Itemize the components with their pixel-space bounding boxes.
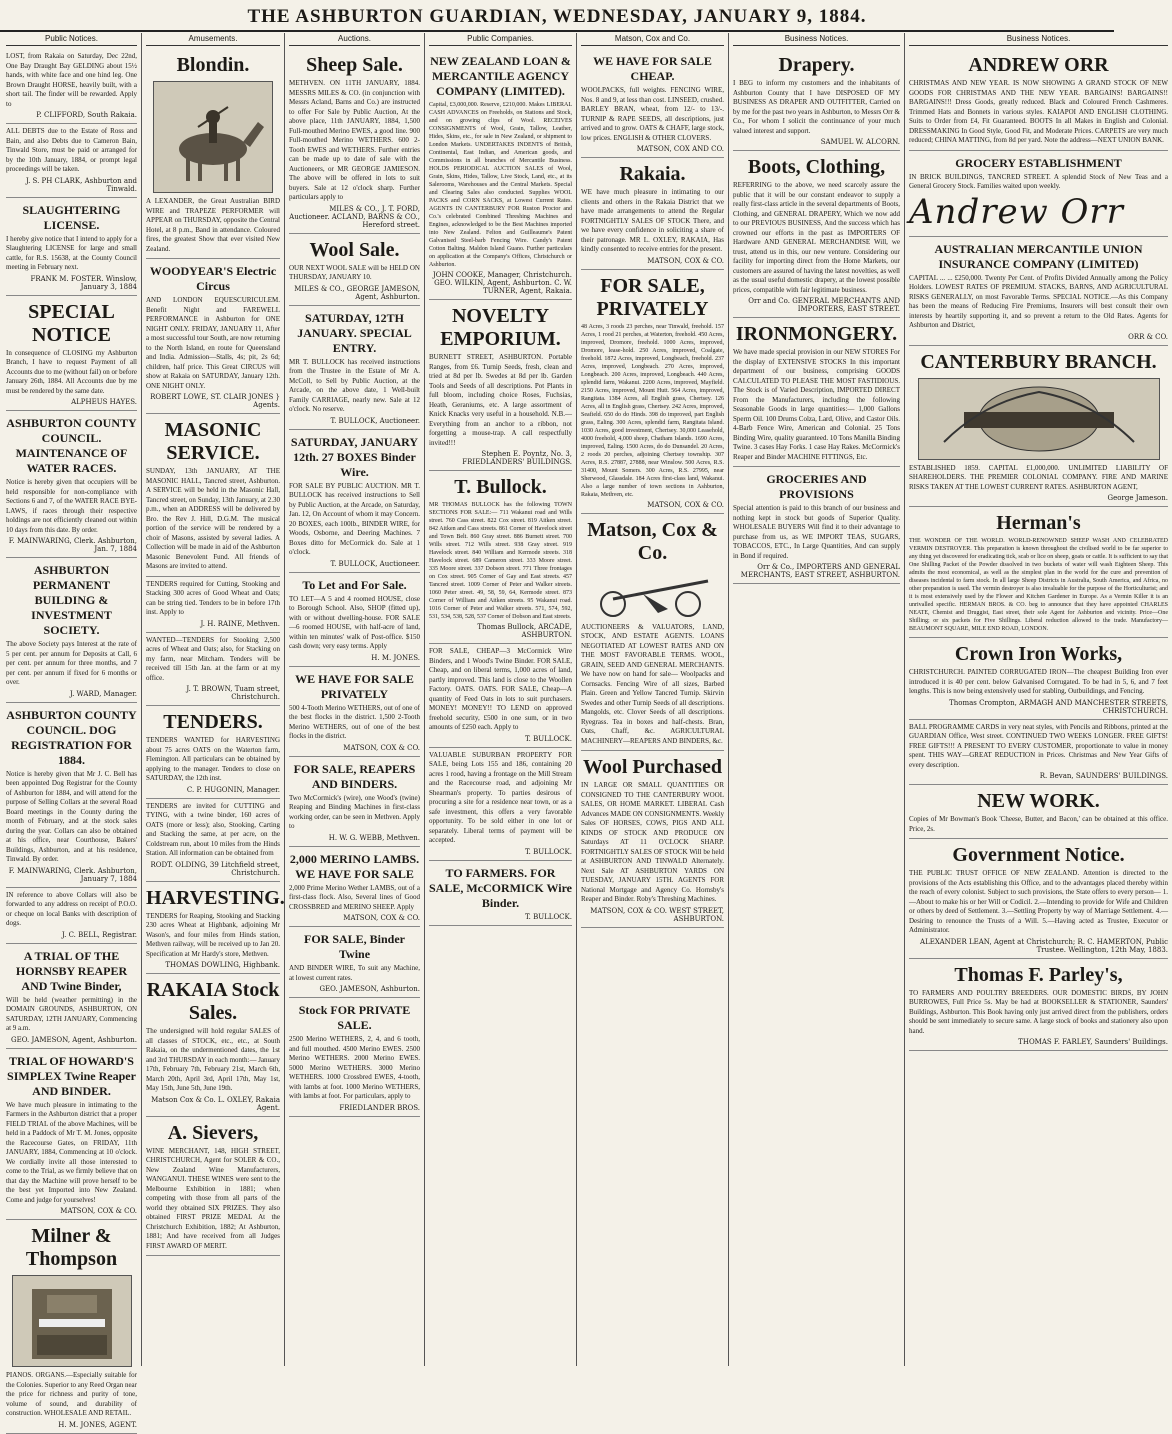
ad-signature: ALPHEUS HAYES. [71, 398, 137, 406]
ad-body: BURNETT STREET, ASHBURTON. Portable Ranges, from £6. Turnip Seeds, fresh, clean and tried at 8d per lb. Swedes at 8d per lb. Garden Tools and Seeds of all descriptions. Pot Plants in full bloom, including choice Roses, Fuchsias, Heath, Geraniums, etc. A large assortment of Knick Knacks very useful in a household. N.B.—Everything from an anchor to a ribbon, not forgetting a mouse-trap. A call respectfully invited!!! [429, 353, 572, 447]
advertisement [289, 49, 420, 234]
signature: Andrew Orr [909, 191, 1124, 232]
advertisement [146, 706, 280, 799]
ad-body: 48 Acres, 3 roods 23 perches, near Tinwald, freehold. 157 Acres, 1 rood 21 perches, at Waterton, freehold. 450 Acres, improved, Dromore, freehold. 1000 Acres, improved, Dromore, lease-hold. 250 Acres, improved, Coalgate, freehold. 1872 Acres, improved, Longbeach, freehold. 237 Acres, improved, Longbeach. 270 Acres, improved, Longbeach. 200 Acres, improved, Longbeach. 440 Acres, splendid farm, Wakanui. 2200 Acres, improved, Mayfield. 2150 Acres, improved, Mount Hutt. 564 Acres, improved, Rangitata. 1384 Acres, all English grass, Chertsey. 126 Acres, all in English grass, Chertsey. 242 Acres, improved, Seafield. 650 do do Hinds. 398 do improved, part English grass, Ealing. 300 Acres, splendid farm, Rangitata Island. 1030 Acres, good investment, Chertsey. 30,000 Leasehold, 4000 freehold, 4,000 sheep, Chatham Islands. 1690 Acres, improved, Ealing. 1500 Acres, do do Dunsandel. 20 Acres, 2 roods 20 perches, adjoining Chertsey township. 307 Acres, R.S. 27887, 27888, near Winslow. 500 Acres, R.S. 31400, Mount Somers. 300 Acres, R.S. 27995, near Sherwood, Glassdale. 184 Acres first-class land, Wakanui. Also a large number of town sections in Ashburton, Rakaia, Methven, etc. [581, 323, 724, 498]
ad-title: SATURDAY, 12TH JANUARY. SPECIAL ENTRY. [297, 310, 412, 355]
ad-body: CHRISTMAS AND NEW YEAR. IS NOW SHOWING A GRAND STOCK OF NEW GOODS FOR CHRISTMAS AND THE NEW YEAR. BARGAINS! BARGAINS!! BARGAINS!!! Dress Goods, greatly reduced. Black and Coloured French Cashmeres. Trimmed Hats and Bonnets in various styles. KAIAPOI AND ENGLISH CLOTHING. Suits to Order from £4, Fit Guaranteed. BOOTS In all Makes in English and Colonial. DRESSMAKING In Good Style, Good Fit, and Moderate Prices. CARPETS are very much reduced; CHINA MATTING, from 8d per yard. Note the address—NEXT UNION BANK. [909, 79, 1168, 144]
ad-body: 2500 Merino WETHERS, 2, 4, and 6 tooth, and full mouthed. 4500 Merino EWES. 2500 Merino WETHERS. 2000 Merino EWES. 5000 Merino WETHERS. 3000 Merino WETHERS. 1000 Crossbred EWES, 4-tooth, with lambs at foot. 1000 Merino WETHERS, with lambs at foot. For particulars, apply to [289, 1035, 420, 1100]
ad-signature: MILES & CO., J. T. FORD, Auctioneer. ACLAND, BARNS & CO., Hereford street. [289, 204, 420, 229]
advertisement [146, 974, 280, 1117]
ad-body: Notice is hereby given that Mr J. C. Bell has been appointed Dog Registrar for the County of Ashburton for 1884, and will attend for the purpose of Selling Collars at the several Road Board meetings in the County during the month of February, and at the stock sales during the year. Collars can also be obtained at his office, near Courthouse, Bakers' Buildings, Ashburton, and at his residence, Tinwald. By order. [6, 769, 137, 863]
ad-title: Wool Sale. [309, 238, 400, 261]
advertisement [429, 49, 572, 300]
ad-title: FOR SALE, PRIVATELY [596, 274, 709, 320]
newspaper-column [142, 33, 285, 1366]
ad-signature: F. MAINWARING, Clerk. Ashburton, January 7, 1884 [8, 866, 137, 883]
ad-signature: T. BULLOCK. [525, 847, 572, 856]
advertisement [289, 927, 420, 998]
ad-body: TO LET—A 5 and 4 roomed HOUSE, close to Borough School. Also, SHOP (fitted up), with or without dwelling-house. FOR SALE—6 roomed HOUSE, with half-acre of land, within ten minutes' walk of Post-office. $150 cash down; very easy terms. Apply [289, 594, 420, 650]
ad-body: WANTED—TENDERS for Stooking 2,500 acres of Wheat and Oats; also, for Stacking on my farm, near Mitcham. Tenders will be received till 15th Jan. at the farm or at my office. [146, 635, 280, 682]
ad-title: ASHBURTON PERMANENT BUILDING & INVESTMENT SOCIETY. [31, 563, 112, 637]
ad-signature: Thomas Crompton, ARMAGH AND MANCHESTER STREETS, CHRISTCHURCH. [949, 698, 1168, 715]
ad-signature: Orr and Co. GENERAL MERCHANTS AND IMPORTERS, EAST STREET. [748, 297, 900, 313]
ad-body: ESTABLISHED 1859. CAPITAL £1,000,000. UNLIMITED LIABILITY OF SHAREHOLDERS. THE PREMIER COLONIAL COMPANY. FIRE AND MARINE RISKS TAKEN AT THE LOWEST CURRENT RATES. ASHBURTON AGENT, [909, 463, 1168, 491]
ad-signature: MATSON, COX & CO. WEST STREET, ASHBURTON. [590, 906, 724, 923]
ad-signature: MATSON, COX & CO. [60, 1207, 137, 1215]
ad-signature: ROBERT LOWE, ST. CLAIR JONES } Agents. [150, 393, 280, 409]
advertisement [146, 259, 280, 414]
newspaper-column [577, 33, 729, 1366]
ad-title: TRIAL OF HOWARD'S SIMPLEX Twine Reaper AND BINDER. [7, 1053, 136, 1098]
ad-title: Thomas F. Parley's, [954, 963, 1123, 986]
advertisement [429, 861, 572, 926]
ad-body: Will be held (weather permitting) in the DOMAIN GROUNDS, ASHBURTON, ON SATURDAY, 12TH JANUARY, Commencing at 9 a.m. [6, 995, 137, 1032]
advertisement [6, 198, 137, 296]
ad-signature: GEO. JAMESON, Agent, Ashburton. [11, 1035, 137, 1044]
insurance-emblem-illustration [918, 378, 1160, 460]
ad-body: I hereby give notice that I intend to apply for a Slaughtering LICENSE for large and small cattle, for R.S. 15638, at the County Council meeting in February next. [6, 234, 137, 271]
ad-title: WE HAVE FOR SALE CHEAP. [593, 54, 712, 83]
ad-signature: MILES & CO., GEORGE JAMESON, Agent, Ashburton. [294, 284, 420, 301]
ad-body: Special attention is paid to this branch of our business and nothing kept in stock but goods of Superior Quality. WHOLESALE BUYERS Will find it to their advantage to purchase from us, as WE IMPORT TEAS, SUGARS, TOBACCOS, ETC., In Large Quantities, And can supply in Bond if required. [733, 504, 900, 560]
ad-title: SPECIAL NOTICE [28, 300, 115, 346]
advertisement [289, 757, 420, 847]
ad-title: WE HAVE FOR SALE PRIVATELY [295, 671, 414, 701]
newspaper-column [285, 33, 425, 1366]
ad-body: TENDERS are invited for CUTTING and TYING, with a twine binder, 160 acres of OATS (more or less); also, Stooking, Carting and Stacking the same, at per acre, on the Coldstream run, about 10 miles from the Hinds Station. All information can be obtained from [146, 801, 280, 857]
ad-title: Blondin. [176, 54, 250, 76]
ad-signature: JOHN COOKE, Manager, Christchurch. GEO. WILKIN, Agent, Ashburton. C. W. TURNER, Agent, Rakaia. [432, 271, 572, 295]
ad-title: Wool Purchased [582, 756, 723, 778]
advertisement [909, 49, 1168, 151]
column-heading: Matson, Cox and Co. [581, 33, 724, 46]
ad-body: The above Society pays Interest at the rate of 5 per cent. per annum for Deposits at Call, 6 per cent. per annum for three months, and 7 per cent. per annum if fixed for 6 months or over. [6, 640, 137, 686]
ad-body: LOST, from Rakaia on Saturday, Dec 22nd, One Bay Draught Bay GELDING about 15½ hands, with white face and one hind leg. One Brown Draught HORSE, heavily built, with a short tail. The finder will be rewarded. Apply to [6, 52, 137, 108]
organ-illustration [12, 1275, 132, 1367]
ad-body: VALUABLE SUBURBAN PROPERTY FOR SALE, being Lots 155 and 186, containing 20 acres 1 rood, having a frontage on the Mill Stream and the Racecourse road, and adjoining Mr Shearman's property. To parties desirous of procuring a site for a residence near town, or as a safe investment, this offers a very favorable opportunity. To be sold either in one lot or separately. Liberal terms of payment will be accepted. [429, 750, 572, 844]
advertisement [146, 49, 280, 259]
ad-body: AND LONDON EQUESCURICULEM. Benefit Night and FAREWELL PERFORMANCE in Ashburton for ONE NIGHT ONLY. FRIDAY, JANUARY 11, After a most successful tour South, are now returning to the North Island, en route for Queensland and India. Admission—Stalls, 4s; pit, 2s 6d; children, half price. This Great CIRCUS will show at Rakaia on SATURDAY, January 12th. ONE NIGHT ONLY. [146, 296, 280, 390]
advertisement [6, 124, 137, 198]
column-heading: Business Notices. [909, 33, 1168, 46]
advertisement [909, 346, 1168, 508]
ad-signature: J. S. PH CLARK, Ashburton and Tinwald. [25, 176, 137, 193]
advertisement [146, 633, 280, 707]
ad-signature: ORR & CO. [1128, 332, 1168, 341]
ad-body: Notice is hereby given that occupiers will be held responsible for non-compliance with Sections 6 and 7, of the WATER RACE BYE-LAWS, if races through their respective holdings are not efficiently cleaned out within 10 days from this date. By order. [6, 478, 137, 534]
advertisement [733, 318, 900, 467]
advertisement [581, 270, 724, 514]
ad-title: MASONIC SERVICE. [164, 419, 262, 464]
ad-body: AND BINDER WIRE, To suit any Machine, at lowest current rates. [289, 964, 420, 982]
ad-body: SUNDAY, 13th JANUARY, AT THE MASONIC HALL, Tancred street, Ashburton. A SERVICE will be held in the Masonic Hall, Tancred street, on Sunday, 13th January, at 2.30 p.m., when an ADDRESS will be delivered by Bro. the Rev J. Hill, D.G.M. The musical portion of the service will be rendered by a choir of Masons, assisted by several ladies. A Collection will be made in aid of the Ashburton Masonic Benevolent Fund. All friends of Masons are invited to attend. [146, 467, 280, 570]
advertisement [429, 748, 572, 861]
ad-title: TO FARMERS. FOR SALE, McCORMICK Wire Binder. [429, 865, 572, 910]
column-heading: Auctions. [289, 33, 420, 46]
advertisement [6, 296, 137, 412]
ad-title: ASHBURTON COUNTY COUNCIL. DOG REGISTRATION FOR 1884. [6, 707, 137, 767]
newspaper-column [2, 33, 142, 1429]
advertisement [6, 888, 137, 944]
advertisement [909, 839, 1168, 959]
ad-signature: J. C. BELL, Registrar. [61, 930, 137, 939]
column-heading: Public Notices. [6, 33, 137, 46]
ad-body: THE WONDER OF THE WORLD. WORLD-RENOWNED SHEEP WASH AND CELEBRATED VERMIN DESTROYER. This preparation is known throughout the civilised world to be far superior to any thing yet discovered for eradicating tick, scab or lice on sheep, goats or cattle. It is sufficient to say that One Shilling Packet of the Powder dissolved in two buckets of water will wash Eighteen Sheep. This admits the most economical, as well as the simplest plan in the world for the cure and prevention of diseases incidental to farm stock. In all large Sheep Districts in Australia, South America, and Africa, no other preparation is used. The vermin destroyer is also invaluable for the purpose of the Horticulturist; and it is most extensively used by the Flower and Kitchen Gardener in Europe. As a Vermin Killer it is an unrivalled specific. HERMAN BROS. & CO. beg to announce that they have appointed CHARLES NEATE, Chemist and Druggist, East street, their sole Agent for Ashburton and vicinity. Price—One Shilling; or six packets for Five Shillings. Liberal reduction allowed to the trade. Manufactory—BEAUMONT SQUARE, MILE END ROAD, LONDON. [909, 538, 1168, 632]
advertisement [6, 49, 137, 124]
ad-signature: J. T. BROWN, Tuam street, Christchurch. [186, 685, 280, 701]
ad-body: TO FARMERS AND POULTRY BREEDERS. OUR DOMESTIC BIRDS, BY JOHN BURROWES, Full Price 5s. May be had at BOOKSELLER & STATIONER, Saunders' Buildings, Ashburton. This Book having only just arrived direct from the publishers, orders should be sent immediately to secure same. A large stock of books and stationery also upon hand. [909, 988, 1168, 1035]
ad-title: Drapery. [778, 54, 855, 76]
ad-title: A TRIAL OF THE HORNSBY REAPER AND Twine Binder, [15, 948, 128, 993]
ad-body: Capital, £3,000,000. Reserve, £210,000. Makes LIBERAL CASH ADVANCES on Freeholds, on Stations and Stock, and on growing clips of Wool. RECEIVES CONSIGNMENTS of Wool, Grain, Tallow, Leather, Hides, Skins, etc., for sale in New Zealand, or shipment to London Markets. UNDERTAKES INDENTS of British, Continental, East Indian, and American goods, and Commissions in all branches of Mercantile Business. HOLDS PERIODICAL AUCTION SALES of Wool, Grain, Skins, Hides, Tallow, Live Stock, Land, etc., at its Salerooms, Warehouses and the Central Markets. Special and Clearing Sales also conducted. Supplies WOOL PACKS and CORN SACKS, at Lowest Current Rates. AGENTS IN CANTERBURY FOR Ruston Proctor and Co.'s celebrated Combined Threshing Machines and Engines, acknowledged to be the Best Machines imported into New Zealand. Felton and Guilleaume's Patent Galvanised Steel-barb Fencing Wire. Candy's Patent Cotton Balting. Maldon Island Guano. Further particulars on application at the Company's Offices, Christchurch or Ashburton. [429, 102, 572, 268]
ad-title: FOR SALE, Binder Twine [303, 932, 405, 961]
ad-signature: P. CLIFFORD, South Rakaia. [36, 111, 137, 119]
ad-body: FOR SALE, CHEAP—3 McCormick Wire Binders, and 1 Wood's Twine Binder. FOR SALE, Cheap, and on liberal terms, 1,000 acres of land, partly improved. This land is close to the Woollen Factory. OATS. OATS. FOR SALE, Cheap—A quantity of Feed Oats in lots to suit purchasers. MONEY! MONEY!! TO LEND on approved freehold security, £500 in one sum, or in two amounts of £250 each. Apply to [429, 647, 572, 731]
ad-title: Crown Iron Works, [954, 643, 1123, 665]
masthead-title: THE ASHBURTON GUARDIAN, WEDNESDAY, JANUARY 9, 1884. [247, 6, 867, 27]
advertisement [581, 49, 724, 158]
advertisement [909, 785, 1168, 839]
ad-title: WOODYEAR'S Electric Circus [149, 264, 277, 293]
advertisement [581, 751, 724, 928]
advertisement [289, 998, 420, 1117]
ad-body: IN BRICK BUILDINGS, TANCRED STREET. A splendid Stock of New Teas and a General Grocery Stock. Families waited upon weekly. [909, 172, 1168, 190]
ad-title: A. Sievers, [167, 1121, 259, 1144]
advertisement [289, 234, 420, 306]
ad-body: WINE MERCHANT, 148, HIGH STREET, CHRISTCHURCH, Agent for SOLER & CO., New Zealand Wine Manufacturers, WANGANUI. THESE WINES were sent to the Melbourne Exhibition in 1881; when competing with those from all parts of the world they obtained SIX PRIZES. They also obtained FIRST PRIZE MEDAL At the Christchurch Exhibition, 1882; At Ashburton, 1881; And have received from all Judges FIRST AWARD OF MERIT. [146, 1146, 280, 1250]
ad-body: A LEXANDER, the Great Australian BIRD WIRE and TRAPEZE PERFORMER will APPEAR on THURSDAY, opposite the Central Hotel, at 8 p.m., Band in attendance. Coloured fires, the greatest Show that ever visited New Zealand. [146, 197, 280, 253]
ad-title: SATURDAY, JANUARY 12th. 27 BOXES Binder Wire. [290, 434, 419, 479]
ad-title: NEW ZEALAND LOAN & MERCANTILE AGENCY COMPANY (LIMITED). [430, 54, 571, 98]
ad-body: The undersigned will hold regular SALES of all classes of STOCK, etc., etc., at South Rakaia, on the undermentioned dates, the 1st and 3rd THURSDAY in each month:— January 17th, February 7th, February 21st, March 6th, March 20th, April 3rd, April 17th, May 1st, May 15th, June 5th, June 19th. [146, 1027, 280, 1092]
ad-body: Two McCormick's (wire), one Wood's (twine) Reaping and Binding Machines in first-class working order, can be seen in Methven. Apply to [289, 793, 420, 830]
ad-signature: RODT. OLDING, 39 Litchfield street, Christchurch. [150, 860, 280, 877]
ad-body: AUCTIONEERS & VALUATORS, LAND, STOCK, AND ESTATE AGENTS. LOANS NEGOTIATED AT LOWEST RATES AND ON THE MOST FAVORABLE TERMS. WOOL, GRAIN, SEED AND GENERAL MERCHANTS. We have now on hand for sale— Woolpacks and Cornsacks. Fencing Wire of all sizes, Barbed Plain. Green and Yellow Tancred Turnip. Skirvin Swedes and other Turnip Seeds of all descriptions. Mangolds, etc. Clover Seeds of all descriptions. Ryegrass. Tea in boxes and half-chests. Bran, Oats, Chaff, &c. AGRICULTURAL MACHINERY—REAPERS AND BINDERS, &c. [581, 622, 724, 745]
advertisement [146, 414, 280, 577]
plough-illustration [588, 569, 718, 619]
ad-title: ASHBURTON COUNTY COUNCIL. MAINTENANCE OF WATER RACES. [6, 416, 137, 475]
ad-signature: R. Bevan, SAUNDERS' BUILDINGS. [1039, 772, 1168, 780]
advertisement [581, 158, 724, 270]
ad-signature: SAMUEL W. ALCORN. [820, 138, 900, 146]
advertisement [909, 151, 1168, 237]
advertisement [146, 1117, 280, 1257]
ad-signature: Thomas Bullock, ARCADE, ASHBURTON. [477, 623, 572, 639]
advertisement [289, 847, 420, 928]
ad-body: MR T. BULLOCK has received instructions from the Trustee in the Estate of Mr A. McColl, to Sell by Public Auction, at the Arcade, on the above date, 1 Well-built Family CARRIAGE, nearly new. Sale at 12 o'clock. No reserve. [289, 357, 420, 413]
ad-body: ALL DEBTS due to the Estate of Ross and Bain, and also Debts due to Cameron Bain, Tinwald Store, must be paid or arranged for by the 10th January, 1884, or prompt legal proceedings will be taken. [6, 127, 137, 173]
ad-body: FOR SALE BY PUBLIC AUCTION. MR T. BULLOCK has received instructions to Sell by Public Auction, at the Arcade, on Saturday, Jan. 12, On Account of whom it may Concern. 20 BOXES, each 100lb., BINDER WIRE, for Woods, Osborne, and Deering Machines. 7 Boxes ditto for McCormick do. Sale at 1 o'clock. [289, 481, 420, 556]
ad-signature: T. BULLOCK. [525, 912, 572, 921]
ad-signature: H. M. JONES. [371, 653, 420, 662]
advertisement [6, 1049, 137, 1221]
ad-body: WE have much pleasure in intimating to our clients and others in the Rakaia District that we have made arrangements to attend the Regular FORTNIGHTLY SALES OF STOCK There, and we have every confidence in soliciting a share of their patronage. MR L. OXLEY, RAKAIA, Has kindly consented to receive entries for the present. [581, 188, 724, 253]
newspaper-column [905, 33, 1172, 1366]
advertisement [289, 667, 420, 757]
advertisement [429, 471, 572, 644]
ad-body: We have made special provision in our NEW STORES For the display of EXTENSIVE STOCKS In this important department of our business, comprising GOODS CALCULATED TO PLEASE THE MOST FASTIDIOUS. The Stock is of Varied Description, IMPORTED DIRECT From the Manufacturers, including the following Seasonable Goods in large quantities:— 1,000 Gallons Sperm Oil. 100 Drums Colza, Lard, Olive, and Castor Oils. 4-Barb Fence Wire, American and Colonial. 25 Tons Binding Wire, quality guaranteed. 10 Tons Manilla Binding Twine. 3 cases Hay Forks. 1 case Hay Rakes. McCormick's Reaper and Binder MACHINE FITTINGS, Etc. [733, 348, 900, 461]
ad-signature: MATSON, COX & CO. [343, 743, 420, 752]
ad-signature: FRIEDLANDER BROS. [339, 1103, 420, 1112]
ad-title: RAKAIA Stock Sales. [146, 979, 280, 1024]
advertisement [146, 577, 280, 633]
ad-title: NOVELTY EMPORIUM. [440, 305, 561, 350]
advertisement [289, 430, 420, 573]
advertisement [6, 703, 137, 888]
column-heading: Public Companies. [429, 33, 572, 46]
ad-title: To Let and For Sale. [302, 577, 407, 592]
ad-title: HARVESTING. [146, 886, 285, 909]
ad-body: REFERRING to the above, we need scarcely assure the public that it will be our constant endeavor to supply a really first-class article in the several departments of Boots, Clothing, and GENERAL DRAPERY, Which we now add to our PREVIOUS BUSINESS, And the success which has crowned our efforts in the past as IMPORTERS OF Hardware AND GENERAL MERCHANDISE Will, we trust, attend us in this, our new venture. Considering our facility for importing direct from the Home Markets, our customers are assured of having the latest novelties, as well as the usual useful domestic drapery, at the lowest possible prices, compatible with fair legitimate business. [733, 181, 900, 294]
ad-title: SLAUGHTERING LICENSE. [22, 202, 121, 232]
ad-body: 2,000 Prime Merino Wether LAMBS, out of a first-class flock. Also, Several lines of Good CROSSBRED and MERINO SHEEP. Apply [289, 883, 420, 911]
ad-body: MR THOMAS BULLOCK has the following TOWN SECTIONS FOR SALE:— 711 Wakanui road and Wills street. 760 Cass street. 822 Cox street. 819 Aitken street. 842 Aitken and Cass streets. 861 Corner of Havelock street and Town Belt. 860 Gray street. 886 Burnett street. 700 Wills street. 712 Wills street. 938 Gray street. 919 Havelock street. 840 William and Kermode streets. 318 Havelock street. 689 Cameron street. 333 Moore street. 335 Moore street. 337 Dobson street. 771 Three frontages on Cox street. 905 Corner of Gay and East streets. 457 Tancred street. 1009 Corner of Peter and Walker streets. 1060 Peter street. 49, 58, 59, 64, Kermode street. 873 Corner of William and Aitken streets. 95 Wakanui road. 1016 Corner of Peter and Walker streets. 571, 574, 592, 531, 534, 538, 528, 537 Corner of Dobson and East streets. [429, 502, 572, 620]
ad-title: NEW WORK. [977, 790, 1100, 812]
ad-body: TENDERS required for Cutting, Stooking and Stacking 300 acres of Good Wheat and Oats; can be string tied. Tenders to be in before 17th inst. Apply to [146, 579, 280, 616]
ad-title: Herman's [996, 512, 1081, 534]
ad-body: Copies of Mr Bowman's Book 'Cheese, Butter, and Bacon,' can be obtained at this office. Price, 2s. [909, 815, 1168, 833]
columns-container [2, 33, 1168, 1429]
ad-signature: Orr & Co., IMPORTERS AND GENERAL MERCHANTS, EAST STREET, ASHBURTON. [740, 563, 900, 579]
ad-body: THE PUBLIC TRUST OFFICE OF NEW ZEALAND. Attention is directed to the provisions of the Acts establishing this Office, and to the advantages placed thereby within the reach of every colonist. Subject to such provisions, the State offers to every person— 1.—About to make his or her Will or Codicil. 2.—Intending to provide for Wife and Children or others by deed of Settlement. 3.—Settling Property by way of Marriage Settlement. 4.—Desiring to renounce the Trusts of a Will. 5.—Having acted as Trustee, Executor or Administrator. [909, 869, 1168, 934]
ad-signature: THOMAS DOWLING, Highbank. [165, 961, 280, 969]
ad-title: 2,000 MERINO LAMBS. WE HAVE FOR SALE [289, 851, 420, 881]
advertisement [909, 959, 1168, 1052]
ad-body: BALL PROGRAMME CARDS in very neat styles, with Pencils and Ribbons, printed at the GUARDIAN Office, West street. CONTINUED TWO WEEKS LONGER. FREE GIFTS! FREE GIFTS!!! A PRESENT TO EVERY CUSTOMER, proportionate to value in money spent. THIS WAY—GREAT REDUCTION in Prices. Christmas and New Year Gifts of every description. [909, 722, 1168, 769]
column-heading: Amusements. [146, 33, 280, 46]
ad-title: Government Notice. [952, 844, 1125, 866]
ad-body: WOOLPACKS, full weights. FENCING WIRE, Nos. 8 and 9, at less than cost. LINSEED, crushed. BARLEY BRAN, wheat, from 12/- to 13/-. TURNIP & RAPE SEEDS, all descriptions, just arrived and to grow. OATS & CHAFF, large stock, low prices. ENGLISH & OTHER CLOVERS. [581, 86, 724, 142]
ad-signature: GEO. JAMESON, Ashburton. [319, 985, 420, 993]
advertisement [909, 507, 1168, 638]
advertisement [6, 411, 137, 558]
ad-signature: THOMAS F. FARLEY, Saunders' Buildings. [1018, 1038, 1168, 1046]
ad-signature: H. M. JONES, AGENT. [58, 1420, 137, 1429]
ad-title: AUSTRALIAN MERCANTILE UNION INSURANCE COMPANY (LIMITED) [934, 241, 1143, 271]
advertisement [6, 558, 137, 703]
ad-title: FOR SALE, REAPERS AND BINDERS. [293, 761, 416, 791]
advertisement [146, 799, 280, 882]
ad-signature: MATSON, COX & CO. [647, 500, 724, 509]
ad-title: Sheep Sale. [306, 54, 403, 76]
ad-title: Boots, Clothing, [747, 156, 886, 178]
ad-body: IN reference to above Collars will also be forwarded to any address on receipt of P.O.O. or cheque on local Banks with description of dogs. [6, 890, 137, 927]
ad-title: Matson, Cox & Co. [587, 518, 718, 564]
ad-title: T. Bullock. [454, 476, 547, 498]
ad-signature: Matson Cox & Co. L. OXLEY, Rakaia Agent. [151, 1095, 280, 1112]
ad-signature: F. MAINWARING, Clerk. Ashburton, Jan. 7, 1884 [8, 537, 137, 553]
ad-title: ANDREW ORR [968, 54, 1109, 76]
ad-body: We have much pleasure in intimating to the Farmers in the Ashburton district that a proper FIELD TRIAL of the above Machines, will be held in a Paddock of Mr T. M. Jones, opposite the Racecourse Gates, on FRIDAY, 11th JANUARY, 1884, Commencing at 10 o'clock. We cordially invite all those interested to come to the Trial, as we firmly believe that on that day the Machine will prove herself to be the best yet Imported into New Zealand. Come and judge for yourselves! [6, 1100, 137, 1204]
ad-body: PIANOS. ORGANS.—Especially suitable for the Colonies. Superior to any Reed Organ near the price for richness and purity of tone, volume of sound, and durability of construction. WHOLESALE AND RETAIL. [6, 1371, 137, 1417]
column-heading: Business Notices. [733, 33, 900, 46]
ad-signature: Stephen E. Poyntz, No. 3, FRIEDLANDERS' BUILDINGS. [462, 450, 572, 466]
advertisement [733, 49, 900, 151]
ad-signature: J. WARD, Manager. [69, 689, 137, 698]
ad-body: CAPITAL ... ... £250,000. Twenty Per Cent. of Profits Divided Annually among the Policy Holders. LOWEST RATES OF PREMIUM. STACKS, BARNS, AND AGRICULTURAL RISKS GENERALLY, on most Favorable Terms. SPECIAL NOTICE.—As this Company has been the means of Reducing Fire Premiums, Insurers will best consult their own interests by heartily supporting it, and so prevent a return to the Old Rates. Agents for Ashburton and District, [909, 273, 1168, 329]
advertisement [6, 1220, 137, 1434]
ad-signature: MATSON, COX & CO. [647, 256, 724, 265]
ad-signature: ALEXANDER LEAN, Agent at Christchurch; R. C. HAMERTON, Public Trustee. Wellington, 12th May, 1883. [920, 937, 1168, 954]
advertisement [909, 237, 1168, 346]
ad-body: METHVEN. ON 11TH JANUARY, 1884. MESSRS MILES & CO. (in conjunction with Messrs Acland, Barns and Co.) are instructed to offer For Sale by Public Auction, At the above place, 11th JANUARY, 1884, 1,500 Full-mouthed Merino EWES, a good line. 900 Full-mouthed Merino WETHERS. 600 2-Tooth EWES and WETHERS. Further entries can be made up to date of sale with the Auctioneers, or MR GEORGE JAMIESON. The above will be offered in lots to suit buyers. Sale at 12 o'clock sharp. Further particulars apply to [289, 79, 420, 201]
advertisement [909, 720, 1168, 786]
ad-title: GROCERIES AND PROVISIONS [766, 472, 867, 501]
ad-signature: FRANK M. FOSTER. Winslow, January 3, 1884 [30, 274, 137, 291]
advertisement [6, 944, 137, 1049]
horse-rider-illustration [153, 81, 273, 193]
ad-body: TENDERS WANTED for HARVESTING about 75 acres OATS on the Waterton farm, Flemington. All particulars can be obtained by applying to the manager. Tenders to close on SATURDAY, the 12th inst. [146, 736, 280, 782]
newspaper-column [425, 33, 577, 1366]
ad-body: IN LARGE OR SMALL QUANTITIES OR CONSIGNED TO THE CANTERBURY WOOL SALES, OR HOME MARKET. LIBERAL Cash Advances MADE ON CONSIGNMENTS. Weekly Sales OF HORSES, COWS, PIGS AND ALL KINDS OF STOCK AND PRODUCE ON Saturdays AT 11 O'CLOCK SHARP. FORTNIGHTLY SALES OF STOCK Will be held at ASHBURTON AND TINWALD Alternately. Next Sale AT ASHBURTON YARDS ON TUESDAY, JANUARY 15TH. AGENTS FOR National Mortgage and Agency Co. Hornsby's Reaper and Binder. Roby's Threshing Machines. [581, 781, 724, 903]
ad-body: In consequence of CLOSING my Ashburton Branch, I have to request Payment of all Accounts due to me (without fail) on or before January 26th, 1884. All Accounts due by me must be rendered by the same date. [6, 348, 137, 395]
ad-signature: H. W. G. WEBB, Methven. [328, 833, 420, 842]
ad-title: Rakaia. [619, 163, 686, 185]
masthead [0, 0, 1114, 32]
advertisement [429, 644, 572, 748]
ad-title: GROCERY ESTABLISHMENT [955, 155, 1122, 170]
ad-title: CANTERBURY BRANCH. [920, 350, 1157, 373]
ad-signature: MATSON, COX & CO. [343, 914, 420, 922]
advertisement [146, 882, 285, 975]
ad-signature: T. BULLOCK, Auctioneer. [330, 559, 420, 568]
ad-body: TENDERS for Reaping, Stooking and Stacking 230 acres Wheat at Highbank, adjoining Mr Wason's, and four miles from Hinds station, Methven railway, will be received up to Jan 20. Specification at Mr Hardy's store, Methven. [146, 911, 280, 958]
ad-body: I BEG to inform my customers and the inhabitants of Ashburton County that I have DISPOSED OF MY BUSINESS AS DRAPER AND OUTFITTER, Carried on by me for the past two years in Ashburton, to Messrs Orr & Co., For whom I solicit the continuance of your much valued interest and support. [733, 79, 900, 135]
ad-signature: MATSON, COX AND CO. [636, 145, 724, 153]
ad-signature: C. P. HUGONIN, Manager. [186, 785, 280, 794]
newspaper-column [729, 33, 905, 1366]
advertisement [733, 467, 900, 584]
ad-body: 500 4-Tooth Merino WETHERS, out of one of the best flocks in the district. 1,500 2-Tooth Merino WETHERS, out of one of the best flocks in the district. [289, 703, 420, 740]
ad-signature: T. BULLOCK, Auctioneer. [330, 416, 420, 425]
ad-title: IRONMONGERY. [735, 323, 898, 345]
advertisement [581, 514, 724, 752]
ad-body: OUR NEXT WOOL SALE will be HELD ON THURSDAY, JANUARY 10. [289, 263, 420, 281]
advertisement [289, 573, 420, 667]
ad-signature: George Jameson. [1107, 494, 1168, 502]
ad-signature: T. BULLOCK. [525, 734, 572, 743]
advertisement [733, 151, 900, 318]
advertisement [909, 638, 1168, 720]
ad-title: TENDERS. [163, 711, 263, 733]
ad-signature: J. H. RAINE, Methven. [200, 619, 280, 628]
advertisement [289, 306, 420, 430]
ad-title: Stock FOR PRIVATE SALE. [298, 1003, 411, 1032]
advertisement [429, 300, 572, 471]
ad-body: CHRISTCHURCH. PAINTED CORRUGATED IRON—The cheapest Building Iron ever introduced it is 40 per cent. below Galvanised Corrugated. To be had in 5, 6, and 7 feet lengths. This is now being extensively used for stabling, Outbuildings, and Fencing. [909, 668, 1168, 695]
ad-title: Milner & Thompson [25, 1225, 118, 1270]
